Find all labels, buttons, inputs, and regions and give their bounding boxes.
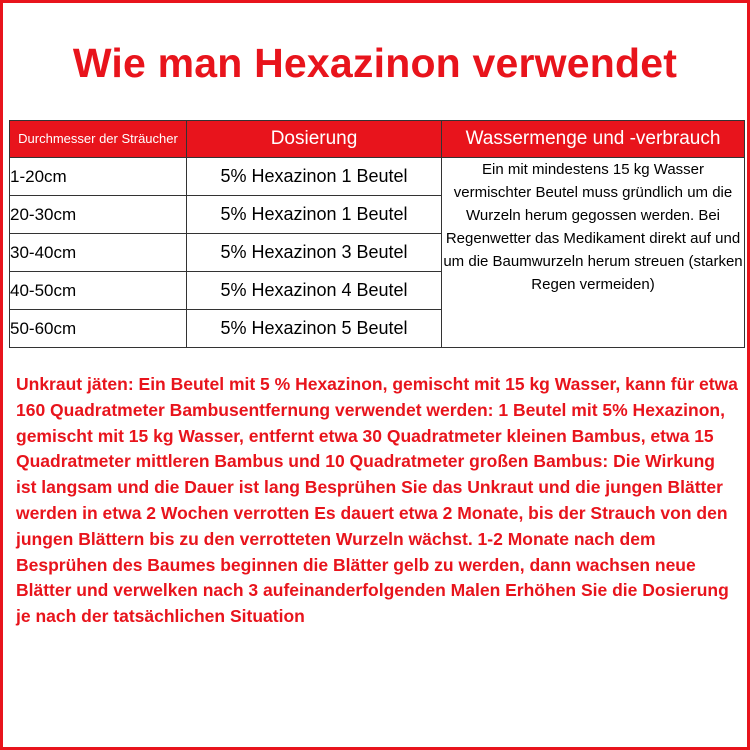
page-title: Wie man Hexazinon verwendet [72,40,678,86]
row-dosage: 5% Hexazinon 5 Beutel [187,310,442,348]
row-size: 50-60cm [10,310,187,348]
instructions-paragraph: Unkraut jäten: Ein Beutel mit 5 % Hexazinon, gemischt mit 15 kg Wasser, kann für etwa 160 Quadratmeter Bambusentfernung verwendet werden: 1 Beutel mit 5% Hexazinon, gemischt mit 15 kg Wasser, entfernt etwa 30 Quadratmeter kleinen Bambus, etwa 15 Quadratmeter mittleren Bambus und 10 Quadratmeter großen Bambus: Die Wirkung ist langsam und die Dauer ist lang Besprühen Sie das Unkraut und die jungen Blätter werden in etwa 2 Wochen verrotten Es dauert etwa 2 Monate, bis der Strauch von den jungen Blättern bis zu den verrotteten Wurzeln wächst. 1-2 Monate nach dem Besprühen des Baumes beginnen die Blätter gelb zu werden, dann wachsen neue Blätter und verwelken nach 3 aufeinanderfolgenden Malen Erhöhen Sie die Dosierung je nach der tatsächlichen Situation [16,374,738,627]
table-header-row [10,121,745,158]
row-dosage: 5% Hexazinon 1 Beutel [187,158,442,196]
header-dosage: Dosierung [187,121,442,158]
row-size: 20-30cm [10,196,187,234]
water-note: Ein mit mindestens 15 kg Wasser vermischter Beutel muss gründlich um die Wurzeln herum gegossen werden. Bei Regenwetter das Medikament direkt auf und um die Baumwurzeln herum streuen (starken Regen vermeiden) [442,158,745,348]
row-size: 1-20cm [10,158,187,196]
row-size: 30-40cm [10,234,187,272]
header-water: Wassermenge und -verbrauch [442,121,745,158]
row-dosage: 5% Hexazinon 3 Beutel [187,234,442,272]
row-dosage: 5% Hexazinon 4 Beutel [187,272,442,310]
header-diameter: Durchmesser der Sträucher [10,121,187,158]
dosage-table [9,120,745,348]
row-size: 40-50cm [10,272,187,310]
row-dosage: 5% Hexazinon 1 Beutel [187,196,442,234]
table-row [10,158,745,196]
